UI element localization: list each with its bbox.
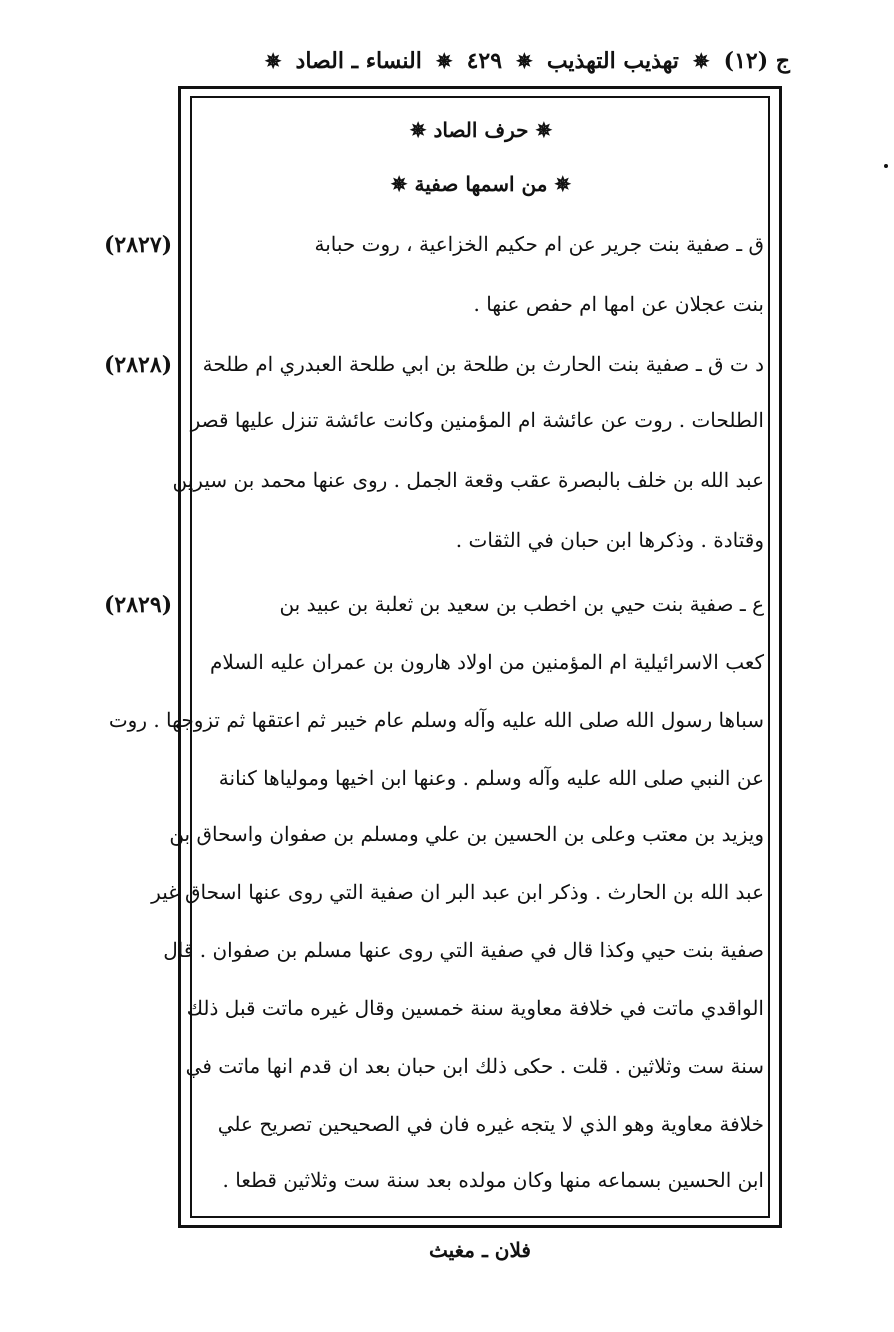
text-line: صفية بنت حيي وكذا قال في صفية التي روى عنها مسلم بن صفوان . قال (163, 938, 764, 962)
text-line: ويزيد بن معتب وعلى بن الحسين بن علي ومسلم بن صفوان واسحاق بن (169, 822, 764, 846)
page-footer: فلان ـ مغيث (428, 1238, 531, 1262)
header-book-title: تهذيب التهذيب (546, 48, 679, 74)
ornament-star-icon: ✵ (692, 49, 710, 73)
header-section: النساء ـ الصاد (295, 48, 422, 74)
text-line: كعب الاسرائيلية ام المؤمنين من اولاد هارون بن عمران عليه السلام (210, 650, 764, 674)
ornament-star-icon: ✵ (409, 118, 427, 142)
text-line: د ت ق ـ صفية بنت الحارث بن طلحة بن ابي طلحة العبدري ام طلحة (202, 352, 764, 376)
ornament-star-icon: ✵ (516, 49, 533, 73)
section-subtitle-text: من اسمها صفية (414, 172, 548, 196)
margin-dot (884, 164, 888, 168)
header-page-number: ٤٢٩ (466, 48, 503, 74)
ornament-star-icon: ✵ (390, 172, 408, 196)
page-header (170, 38, 790, 84)
text-line: عبد الله بن خلف بالبصرة عقب وقعة الجمل . روى عنها محمد بن سيرين (172, 468, 764, 492)
header-volume: ج (١٢) (723, 48, 790, 74)
section-title (198, 118, 764, 142)
text-line: الواقدي ماتت في خلافة معاوية سنة خمسين وقال غيره ماتت قبل ذلك (186, 996, 764, 1020)
section-subtitle (198, 172, 764, 196)
section-title-text: حرف الصاد (433, 118, 529, 142)
text-line: سباها رسول الله صلى الله عليه وآله وسلم عام خيبر ثم اعتقها ثم تزوجها . روت (108, 708, 764, 732)
text-line: ع ـ صفية بنت حيي بن اخطب بن سعيد بن ثعلبة بن عبيد بن (279, 592, 764, 616)
ornament-star-icon: ✵ (435, 49, 453, 73)
ornament-star-icon: ✵ (554, 172, 572, 196)
text-line: عن النبي صلى الله عليه وآله وسلم . وعنها ابن اخيها ومولياها كنانة (218, 766, 764, 790)
ornament-star-icon: ✵ (264, 49, 282, 73)
ornament-star-icon: ✵ (535, 118, 553, 142)
entry-number: (٢٨٢٧) (104, 232, 173, 258)
text-line: وقتادة . وذكرها ابن حبان في الثقات . (455, 528, 764, 552)
text-line: الطلحات . روت عن عائشة ام المؤمنين وكانت عائشة تنزل عليها قصر (190, 408, 764, 432)
text-line: ق ـ صفية بنت جرير عن ام حكيم الخزاعية ، روت حبابة (314, 232, 764, 256)
entry-number: (٢٨٢٨) (104, 352, 173, 378)
text-line: عبد الله بن الحارث . وذكر ابن عبد البر ان صفية التي روى عنها اسحاق غير (151, 880, 764, 904)
entry-number: (٢٨٢٩) (104, 592, 173, 618)
text-line: ابن الحسين بسماعه منها وكان مولده بعد سنة ست وثلاثين قطعا . (222, 1168, 764, 1192)
text-line: بنت عجلان عن امها ام حفص عنها . (473, 292, 764, 316)
text-line: سنة ست وثلاثين . قلت . حكى ذلك ابن حبان بعد ان قدم انها ماتت في (185, 1054, 764, 1078)
text-line: خلافة معاوية وهو الذي لا يتجه غيره فان في الصحيحين تصريح علي (217, 1112, 764, 1136)
